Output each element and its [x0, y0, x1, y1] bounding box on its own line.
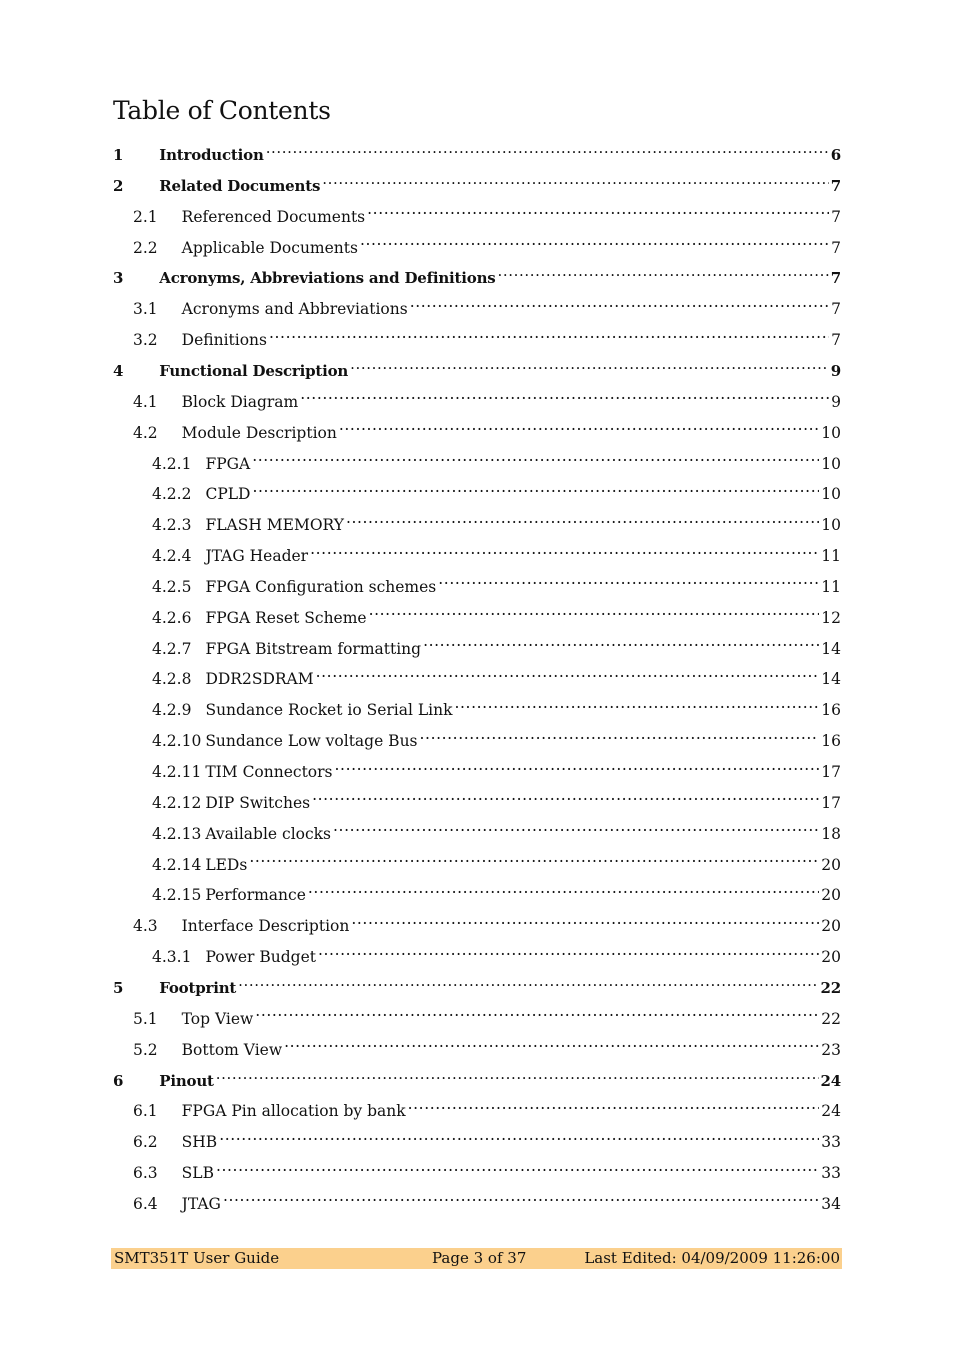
- toc-dot-leader: [339, 414, 819, 438]
- toc-entry-page: 22: [820, 978, 841, 997]
- toc-dot-leader: [269, 321, 829, 345]
- toc-entry-page: 14: [821, 639, 841, 658]
- toc-dot-leader: [318, 938, 819, 962]
- toc-dot-leader: [249, 846, 819, 870]
- toc-entry-page: 17: [821, 793, 841, 812]
- toc-entry[interactable]: [113, 259, 841, 288]
- toc-entry-label: Bottom View: [181, 1040, 283, 1059]
- toc-entry-number: 5: [113, 978, 124, 997]
- toc-dot-leader: [266, 136, 829, 160]
- footer-page-number: Page 3 of 37: [432, 1249, 527, 1267]
- toc-entry[interactable]: [113, 938, 841, 967]
- toc-entry[interactable]: [113, 876, 841, 905]
- toc-entry[interactable]: [113, 198, 841, 226]
- toc-entry-number: 6.3: [133, 1164, 158, 1183]
- toc-entry-page: 14: [821, 670, 841, 689]
- toc-entry-number: 4.2.1: [152, 454, 192, 473]
- toc-entry-page: 20: [821, 886, 841, 905]
- toc-entry[interactable]: [113, 229, 841, 257]
- toc-entry-label: Acronyms and Abbreviations: [181, 300, 408, 319]
- toc-entry-page: 22: [821, 1009, 841, 1028]
- toc-dot-leader: [369, 599, 820, 623]
- toc-entry-page: 10: [821, 516, 841, 535]
- toc-dot-leader: [410, 290, 829, 314]
- toc-dot-leader: [438, 568, 819, 592]
- toc-entry-label: FLASH MEMORY: [205, 516, 344, 535]
- toc-entry[interactable]: [113, 691, 841, 720]
- toc-entry-label: SLB: [181, 1164, 214, 1183]
- toc-entry-number: 4: [113, 361, 124, 380]
- toc-entry-number: 4.2.11: [152, 763, 202, 781]
- toc-entry-page: 24: [820, 1071, 841, 1090]
- toc-dot-leader: [219, 1123, 819, 1147]
- toc-entry[interactable]: [113, 321, 841, 350]
- toc-dot-leader: [333, 815, 819, 839]
- toc-entry[interactable]: [113, 815, 841, 843]
- toc-entry-page: 20: [821, 948, 841, 967]
- toc-entry-page: 10: [821, 423, 841, 442]
- toc-dot-leader: [255, 1000, 819, 1024]
- toc-dot-leader: [420, 722, 820, 746]
- toc-entry-label: Pinout: [159, 1071, 214, 1090]
- toc-entry-number: 5.1: [133, 1009, 158, 1028]
- toc-entry-page: 16: [821, 732, 841, 751]
- toc-entry[interactable]: [113, 907, 841, 936]
- toc-entry[interactable]: [113, 599, 841, 627]
- toc-entry[interactable]: [113, 846, 841, 874]
- toc-entry[interactable]: [113, 969, 841, 997]
- toc-entry[interactable]: [113, 445, 841, 473]
- toc-dot-leader: [360, 229, 829, 253]
- toc-entry-label: Functional Description: [159, 361, 349, 380]
- toc-entry-label: JTAG: [181, 1194, 221, 1213]
- toc-dot-leader: [310, 537, 819, 561]
- toc-entry-number: 2.1: [133, 207, 158, 226]
- toc-entry-page: 9: [830, 361, 841, 380]
- toc-entry-page: 20: [821, 855, 841, 874]
- toc-entry-label: Sundance Low voltage Bus: [205, 732, 418, 751]
- toc-entry[interactable]: [113, 1000, 841, 1028]
- toc-dot-leader: [350, 352, 829, 376]
- toc-entry-page: 11: [821, 577, 841, 596]
- toc-dot-leader: [252, 475, 819, 499]
- toc-dot-leader: [284, 1031, 819, 1055]
- toc-entry-label: DDR2SDRAM: [205, 670, 314, 689]
- toc-entry-number: 4.2.6: [152, 608, 192, 627]
- toc-entry-number: 2.2: [133, 238, 158, 257]
- toc-entry-page: 7: [830, 176, 841, 195]
- toc-entry[interactable]: [113, 630, 841, 658]
- toc-dot-leader: [312, 784, 819, 808]
- toc-entry-number: 3.1: [133, 300, 158, 319]
- toc-entry-page: 16: [821, 701, 841, 720]
- toc-entry-number: 4.2.7: [152, 639, 192, 658]
- toc-entry-number: 4.2.4: [152, 547, 192, 566]
- toc-entry-page: 7: [831, 238, 841, 257]
- toc-entry-label: CPLD: [205, 485, 251, 504]
- toc-entry-page: 7: [831, 207, 841, 226]
- toc-entry[interactable]: [113, 1062, 841, 1090]
- toc-entry-page: 6: [830, 146, 841, 164]
- toc-entry-number: 4.2.8: [152, 670, 192, 689]
- toc-entry-label: DIP Switches: [205, 793, 311, 812]
- toc-dot-leader: [216, 1062, 819, 1086]
- toc-dot-leader: [498, 259, 829, 283]
- toc-entry-page: 33: [821, 1133, 841, 1152]
- toc-entry-page: 11: [821, 547, 841, 566]
- toc-entry[interactable]: [113, 660, 841, 689]
- toc-entry-number: 4.2.12: [152, 793, 202, 812]
- toc-entry-page: 18: [821, 824, 841, 843]
- toc-entry-label: TIM Connectors: [205, 763, 333, 781]
- toc-entry-label: FPGA Configuration schemes: [205, 577, 437, 596]
- toc-dot-leader: [408, 1092, 820, 1116]
- toc-entry-label: Module Description: [181, 423, 337, 442]
- toc-entry-page: 10: [821, 454, 841, 473]
- toc-entry-number: 4.1: [133, 392, 158, 411]
- toc-entry-page: 34: [821, 1194, 841, 1213]
- toc-entry-number: 4.2.9: [152, 701, 192, 720]
- toc-entry-number: 4.2.3: [152, 516, 192, 535]
- toc-dot-leader: [316, 660, 820, 684]
- toc-entry[interactable]: [113, 167, 841, 195]
- toc-entry[interactable]: [113, 1185, 841, 1213]
- toc-entry[interactable]: [113, 136, 841, 164]
- toc-dot-leader: [223, 1185, 819, 1209]
- page-footer: [111, 1248, 842, 1269]
- toc-dot-leader: [423, 630, 819, 654]
- toc-entry-label: LEDs: [205, 855, 248, 874]
- toc-entry-label: Definitions: [181, 331, 267, 350]
- toc-entry-page: 7: [831, 331, 841, 350]
- toc-entry-number: 2: [113, 176, 124, 195]
- toc-entry-number: 3: [113, 269, 124, 288]
- toc-entry-number: 4.2.15: [152, 886, 202, 905]
- toc-entry[interactable]: [113, 1092, 841, 1121]
- toc-dot-leader: [252, 445, 819, 469]
- toc-entry-page: 10: [821, 485, 841, 504]
- toc-entry[interactable]: [113, 475, 841, 504]
- toc-entry[interactable]: [113, 568, 841, 596]
- toc-dot-leader: [300, 383, 829, 407]
- toc-entry-page: 7: [830, 269, 841, 288]
- toc-entry-label: Referenced Documents: [181, 207, 366, 226]
- toc-entry-number: 4.2.10: [152, 732, 202, 751]
- toc-entry-number: 3.2: [133, 331, 158, 350]
- toc-entry-number: 4.2.5: [152, 577, 192, 596]
- toc-entry-page: 24: [821, 1102, 841, 1121]
- toc-entry[interactable]: [113, 506, 841, 535]
- toc-dot-leader: [238, 969, 818, 993]
- toc-entry-label: Performance: [205, 886, 306, 905]
- toc-entry[interactable]: [113, 1123, 841, 1152]
- toc-entry[interactable]: [113, 1031, 841, 1059]
- toc-entry-number: 4.2.2: [152, 485, 192, 504]
- toc-entry-number: 4.2.13: [152, 824, 202, 843]
- toc-entry-label: Available clocks: [205, 824, 332, 843]
- toc-entry-page: 17: [821, 763, 841, 781]
- toc-entry-number: 1: [113, 146, 124, 164]
- toc-entry-label: Footprint: [159, 978, 237, 997]
- toc-entry[interactable]: [113, 753, 841, 781]
- toc-entry-number: 4.3: [133, 917, 158, 936]
- toc-dot-leader: [367, 198, 829, 222]
- toc-entry-label: FPGA Pin allocation by bank: [181, 1102, 406, 1121]
- toc-entry-number: 4.2: [133, 423, 158, 442]
- toc-entry-label: Acronyms, Abbreviations and Definitions: [159, 269, 496, 288]
- toc-entry-page: 7: [831, 300, 841, 319]
- toc-entry[interactable]: [113, 722, 841, 751]
- toc-entry-number: 4.3.1: [152, 948, 192, 967]
- toc-entry-label: FPGA: [205, 454, 251, 473]
- footer-last-edited: Last Edited: 04/09/2009 11:26:00: [584, 1249, 840, 1267]
- toc-entry[interactable]: [113, 352, 841, 380]
- toc-entry-page: 23: [821, 1040, 841, 1059]
- toc-entry-label: Related Documents: [159, 176, 321, 195]
- toc-entry-label: Top View: [181, 1009, 254, 1028]
- toc-entry-label: SHB: [181, 1133, 218, 1152]
- toc-entry-label: FPGA Bitstream formatting: [205, 639, 422, 658]
- toc-entry-label: Sundance Rocket io Serial Link: [205, 701, 453, 720]
- toc-entry[interactable]: [113, 290, 841, 319]
- toc-entry-page: 33: [821, 1164, 841, 1183]
- toc-entry[interactable]: [113, 784, 841, 812]
- toc-entry[interactable]: [113, 383, 841, 411]
- toc-entry-page: 20: [821, 917, 841, 936]
- toc-entry-label: Block Diagram: [181, 392, 299, 411]
- toc-entry-label: Introduction: [159, 146, 264, 164]
- footer-document-title: SMT351T User Guide: [114, 1249, 280, 1267]
- toc-dot-leader: [335, 753, 820, 777]
- toc-entry-page: 9: [831, 392, 841, 411]
- toc-entry-number: 5.2: [133, 1040, 158, 1059]
- toc-dot-leader: [346, 506, 819, 530]
- toc-entry-label: Applicable Documents: [181, 238, 358, 257]
- toc-entry-page: 12: [821, 608, 841, 627]
- toc-entry-number: 6.1: [133, 1102, 158, 1121]
- toc-entry-label: Power Budget: [205, 948, 316, 967]
- toc-heading: Table of Contents: [113, 96, 331, 125]
- toc-entry-label: Interface Description: [181, 917, 350, 936]
- toc-entry-label: JTAG Header: [205, 547, 309, 566]
- toc-entry-number: 4.2.14: [152, 855, 202, 874]
- toc-entry-number: 6.4: [133, 1194, 158, 1213]
- toc-entry[interactable]: [113, 537, 841, 566]
- toc-entry-number: 6.2: [133, 1133, 158, 1152]
- toc-dot-leader: [308, 876, 819, 900]
- toc-dot-leader: [455, 691, 820, 715]
- toc-entry[interactable]: [113, 414, 841, 442]
- toc-entry[interactable]: [113, 1154, 841, 1183]
- toc-dot-leader: [351, 907, 819, 931]
- toc-dot-leader: [216, 1154, 819, 1178]
- toc-entry-number: 6: [113, 1071, 124, 1090]
- toc-dot-leader: [322, 167, 829, 191]
- toc-entry-label: FPGA Reset Scheme: [205, 608, 367, 627]
